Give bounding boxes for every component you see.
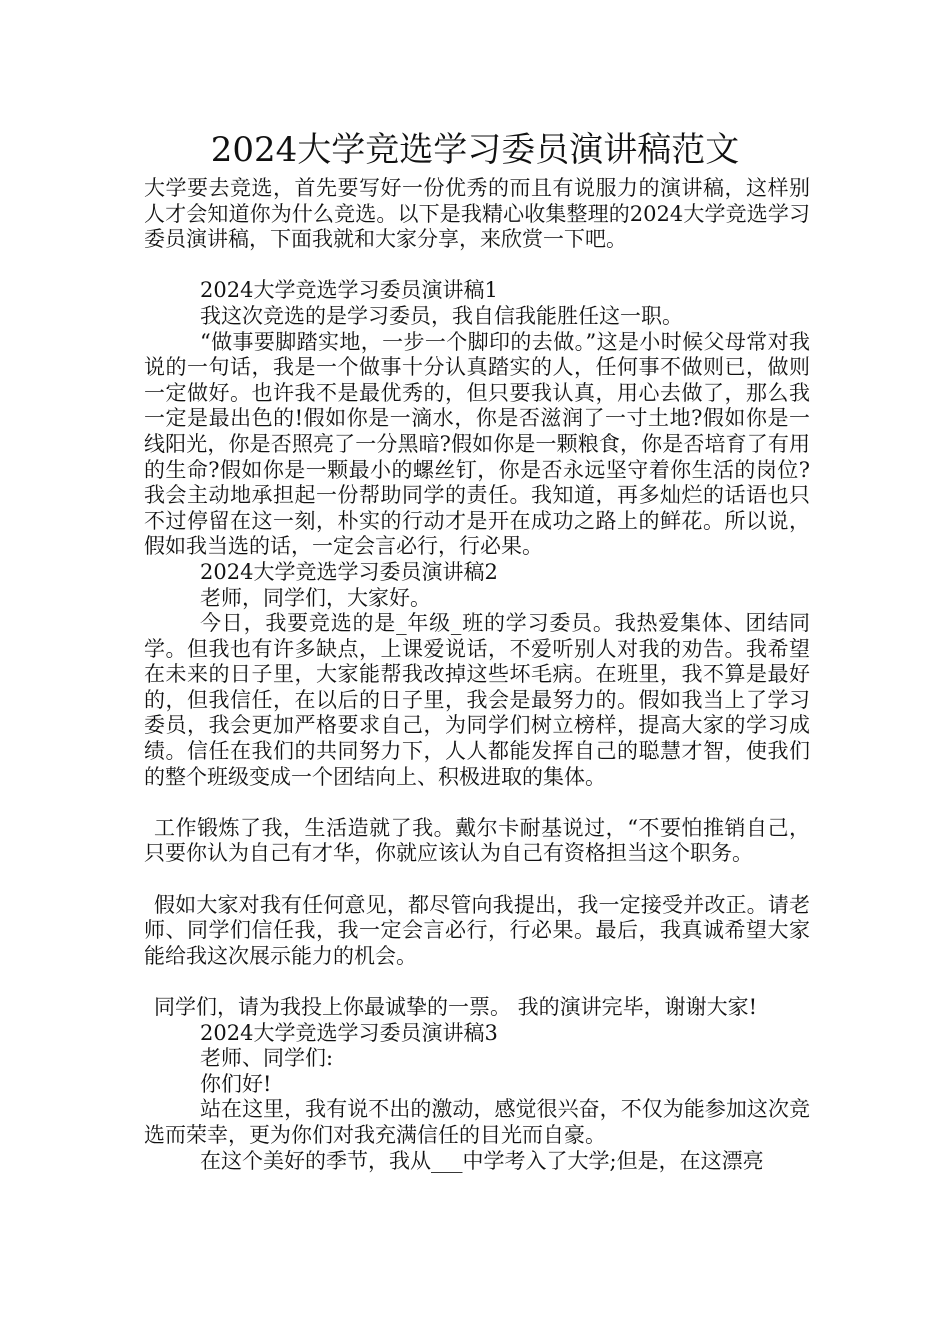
section-2-heading: 2024大学竞选学习委员演讲稿2 bbox=[200, 559, 498, 584]
section-2-paragraph: 老师，同学们，大家好。 bbox=[200, 585, 431, 610]
section-1-paragraph: 我这次竞选的是学习委员，我自信我能胜任这一职。 bbox=[200, 303, 683, 328]
section-3-paragraph: 站在这里，我有说不出的激动，感觉很兴奋，不仅为能参加这次竞选而荣幸，更为你们对我充满信任的目光而自豪。 bbox=[144, 1097, 810, 1147]
blank-line bbox=[144, 253, 810, 279]
section-2-paragraph: 工作锻炼了我，生活造就了我。戴尔卡耐基说过，“不要怕推销自己，只要你认为自己有才华，你就应该认为自己有资格担当这个职务。 bbox=[144, 815, 810, 866]
blank-line bbox=[144, 867, 810, 893]
section-2-paragraph: 今日，我要竞选的是_年级_班的学习委员。我热爱集体、团结同学。但我也有许多缺点，上课爱说话，不爱听别人对我的劝告。我希望在未来的日子里，大家能帮我改掉这些坏毛病。在班里，我不算是最好的，但我信任，在以后的日子里，我会是最努力的。假如我当上了学习委员，我会更加严格要求自己，为同学们树立榜样，提高大家的学习成绩。信任在我们的共同努力下，人人都能发挥自己的聪慧才智，使我们的整个班级变成一个团结向上、积极进取的集体。 bbox=[144, 611, 810, 789]
section-1-paragraph: “做事要脚踏实地，一步一个脚印的去做。”这是小时候父母常对我说的一句话，我是一个做事十分认真踏实的人，任何事不做则已，做则一定做好。也许我不是最优秀的，但只要我认真，用心去做了，那么我一定是最出色的!假如你是一滴水，你是否滋润了一寸土地?假如你是一线阳光，你是否照亮了一分黑暗?假如你是一颗粮食，你是否培育了有用的生命?假如你是一颗最小的螺丝钉，你是否永远坚守着你生活的岗位?我会主动地承担起一份帮助同学的责任。我知道，再多灿烂的话语也只不过停留在这一刻，朴实的行动才是开在成功之路上的鲜花。所以说，假如我当选的话，一定会言必行，行必果。 bbox=[144, 329, 810, 559]
section-2-closing: 同学们，请为我投上你最诚挚的一票。 我的演讲完毕，谢谢大家! bbox=[154, 995, 758, 1019]
blank-line bbox=[144, 790, 810, 816]
section-3-paragraph: 老师、同学们: bbox=[200, 1046, 334, 1071]
section-3-paragraph: 在这个美好的季节，我从___中学考入了大学;但是，在这漂亮 bbox=[200, 1148, 764, 1173]
intro-paragraph: 大学要去竞选，首先要写好一份优秀的而且有说服力的演讲稿，这样别人才会知道你为什么竞选。以下是我精心收集整理的2024大学竞选学习委员演讲稿，下面我就和大家分享，来欣赏一下吧。 bbox=[144, 176, 810, 252]
document-title: 2024大学竞选学习委员演讲稿范文 bbox=[210, 130, 740, 170]
section-3-heading: 2024大学竞选学习委员演讲稿3 bbox=[200, 1020, 498, 1045]
section-1-heading: 2024大学竞选学习委员演讲稿1 bbox=[200, 278, 498, 303]
document-body bbox=[144, 176, 810, 1174]
section-2-paragraph: 假如大家对我有任何意见，都尽管向我提出，我一定接受并改正。请老师、同学们信任我，我一定会言必行，行必果。最后，我真诚希望大家能给我这次展示能力的机会。 bbox=[144, 892, 810, 968]
section-3-paragraph: 你们好! bbox=[200, 1071, 272, 1096]
blank-line bbox=[144, 969, 810, 995]
